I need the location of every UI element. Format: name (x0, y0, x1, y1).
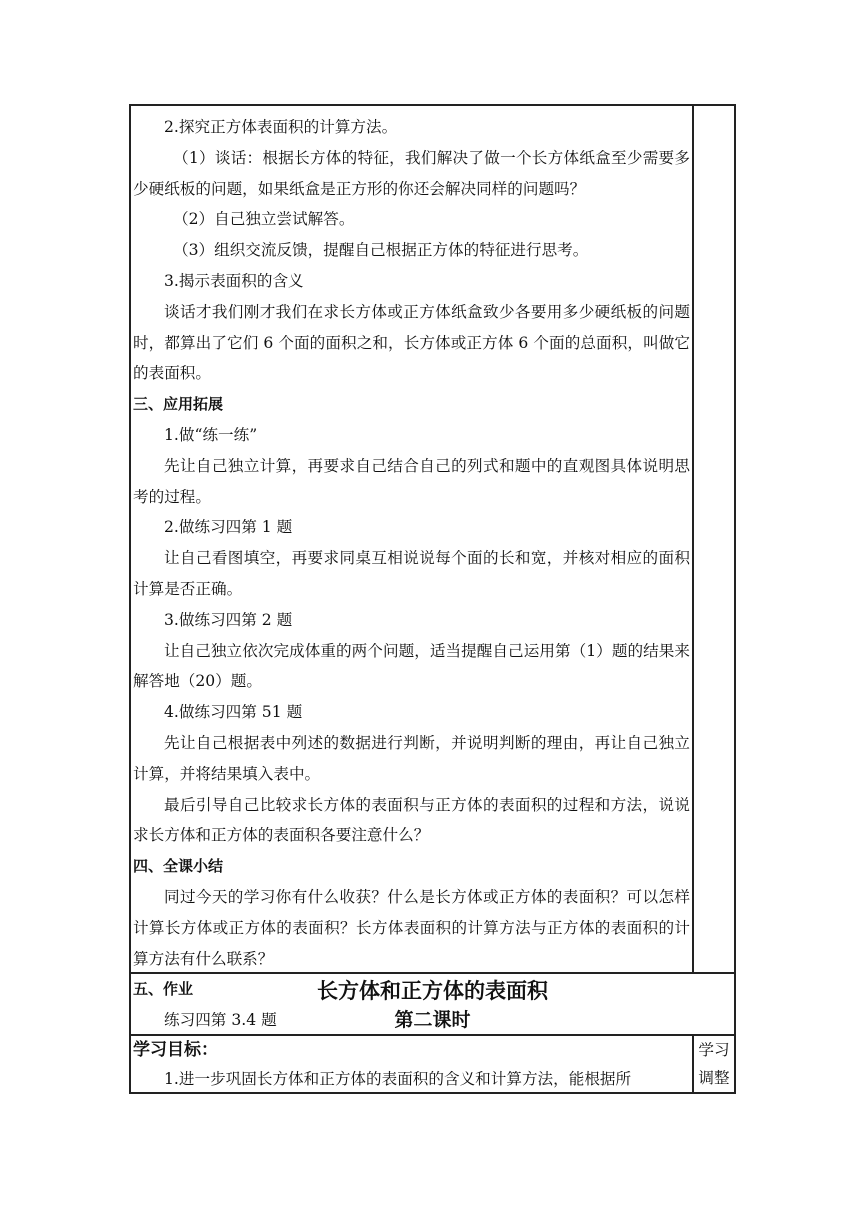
objectives-row (129, 1034, 736, 1094)
paragraph: 1.做“练一练” (164, 425, 258, 444)
objective-item: 1.进一步巩固长方体和正方体的表面积的含义和计算方法，能根据所 (164, 1070, 632, 1088)
paragraph: 2.做练习四第 1 题 (164, 518, 293, 537)
paragraph: （2）自己独立尝试解答。 (173, 210, 355, 229)
paragraph: （3）组织交流反馈，提醒自己根据正方体的特征进行思考。 (173, 241, 589, 260)
lesson-plan-table (129, 104, 736, 1094)
paragraph: 最后引导自己比较求长方体的表面积与正方体的表面积的过程和方法，说说求长方体和正方体的表面积各要注意什么？ (133, 795, 690, 845)
objectives-cell (131, 1036, 694, 1092)
paragraph: 让自己独立依次完成体重的两个问题，适当提醒自己运用第（1）题的结果来解答地（20）题。 (133, 641, 690, 691)
lesson-title: 长方体和正方体的表面积 (317, 979, 548, 1003)
lesson-subtitle: 第二课时 (394, 1009, 471, 1031)
paragraph: 同过今天的学习你有什么收获？什么是长方体或正方体的表面积？可以怎样计算长方体或正方体的表面积？长方体表面积的计算方法与正方体的表面积的计算方法有什么联系？ (133, 887, 690, 968)
paragraph: 2.探究正方体表面积的计算方法。 (164, 118, 398, 136)
section-heading: 四、全课小结 (133, 857, 224, 876)
paragraph: 练习四第 3.4 题 (164, 1011, 277, 1030)
paragraph: 谈话才我们刚才我们在求长方体或正方体纸盒致少各要用多少硬纸板的问题时，都算出了它们 6 个面的面积之和，长方体或正方体 6 个面的总面积，叫做它的表面积。 (133, 302, 690, 383)
paragraph: 4.做练习四第 51 题 (164, 703, 303, 722)
paragraph: 先让自己独立计算，再要求自己结合自己的列式和题中的直观图具体说明思考的过程。 (133, 456, 690, 506)
section-heading: 三、应用拓展 (133, 395, 224, 414)
side-label-line2: 调整 (698, 1069, 730, 1087)
side-label-line1: 学习 (698, 1041, 730, 1059)
objectives-label: 学习目标： (133, 1040, 218, 1060)
adjustment-cell (694, 1036, 734, 1092)
paragraph: 先让自己根据表中列述的数据进行判断，并说明判断的理由，再让自己独立计算，并将结果填入表中。 (133, 733, 690, 783)
paragraph: 让自己看图填空，再要求同桌互相说说每个面的长和宽，并核对相应的面积计算是否正确。 (133, 549, 690, 598)
section-heading: 五、作业 (133, 980, 194, 999)
paragraph: 3.揭示表面积的含义 (164, 271, 304, 290)
paragraph: 3.做练习四第 2 题 (164, 610, 293, 629)
notes-cell (694, 106, 734, 972)
paragraph: （1）谈话：根据长方体的特征，我们解决了做一个长方体纸盒至少需要多少硬纸板的问题，如果纸盒是正方形的你还会解决同样的问题吗？ (133, 148, 690, 198)
